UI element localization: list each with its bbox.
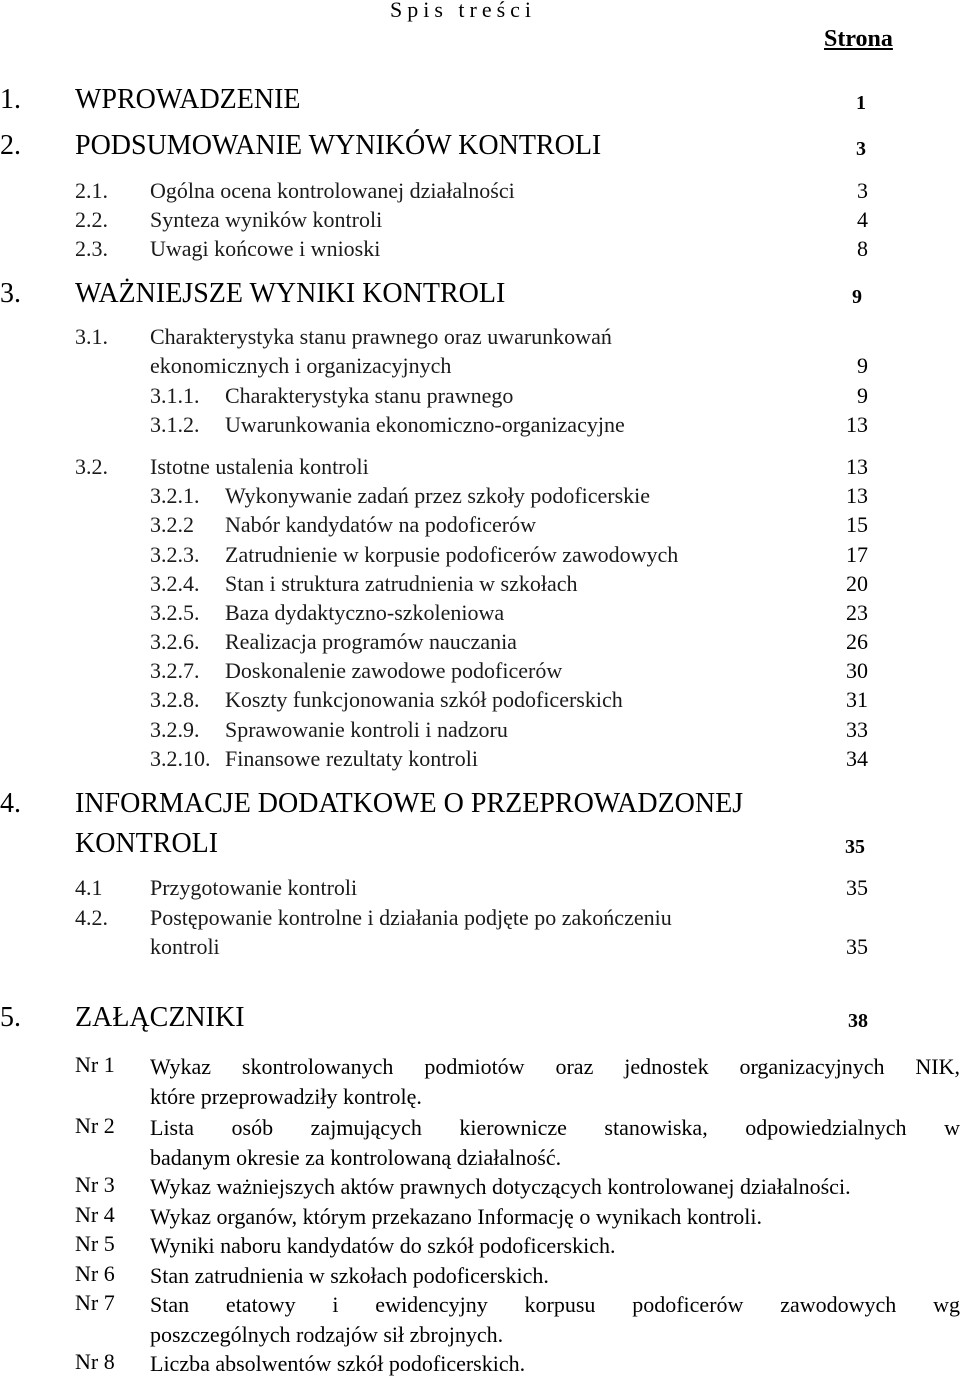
- entry-page: 8: [857, 236, 868, 261]
- entry-page: 4: [857, 207, 868, 232]
- entry-page: 13: [846, 454, 868, 479]
- entry-page: 13: [846, 483, 868, 508]
- entry-number: 3.1.1.: [150, 383, 200, 408]
- entry-title: Baza dydaktyczno-szkoleniowa: [225, 600, 505, 625]
- entry-page: 33: [846, 717, 868, 742]
- entry-number: 3.2.1.: [150, 483, 200, 508]
- annex-description: Wykaz organów, którym przekazano Informację o wynikach kontroli.: [150, 1204, 763, 1229]
- entry-title: Postępowanie kontrolne i działania podjęte po zakończeniu: [150, 905, 672, 930]
- entry-title: Wykonywanie zadań przez szkoły podoficerskie: [225, 483, 651, 508]
- section-number: 5.: [0, 1002, 21, 1033]
- annex-description: Lista osób zajmujących kierownicze stanowiska, odpowiedzialnych w: [150, 1115, 960, 1140]
- entry-title: Finansowe rezultaty kontroli: [225, 746, 478, 771]
- entry-number: 2.3.: [75, 236, 108, 261]
- entry-number: 3.1.: [75, 324, 108, 349]
- entry-page: 35: [846, 934, 868, 959]
- annex-description: Wykaz skontrolowanych podmiotów oraz jednostek organizacyjnych NIK,: [150, 1054, 960, 1079]
- section-number: 4.: [0, 788, 21, 819]
- entry-title: Istotne ustalenia kontroli: [150, 454, 369, 479]
- section-title: ZAŁĄCZNIKI: [75, 1002, 245, 1033]
- annex-number: Nr 1: [75, 1052, 115, 1077]
- section-page: 38: [848, 1010, 868, 1032]
- section-page: 9: [852, 286, 862, 308]
- entry-number: 3.2.8.: [150, 687, 200, 712]
- entry-page: 3: [857, 178, 868, 203]
- entry-number: 3.2.9.: [150, 717, 200, 742]
- entry-number: 2.2.: [75, 207, 108, 232]
- entry-title: Synteza wyników kontroli: [150, 207, 383, 232]
- entry-number: 3.2.3.: [150, 542, 200, 567]
- entry-number: 3.2.4.: [150, 571, 200, 596]
- annex-number: Nr 5: [75, 1231, 115, 1256]
- entry-title: Ogólna ocena kontrolowanej działalności: [150, 178, 515, 203]
- entry-title-continued: ekonomicznych i organizacyjnych: [150, 353, 452, 378]
- entry-page: 9: [857, 353, 868, 378]
- entry-page: 35: [846, 875, 868, 900]
- section-title: WPROWADZENIE: [75, 84, 301, 115]
- annex-description: Stan etatowy i ewidencyjny korpusu podoficerów zawodowych wg: [150, 1292, 960, 1317]
- section-title: WAŻNIEJSZE WYNIKI KONTROLI: [75, 278, 506, 309]
- annex-description: Stan zatrudnienia w szkołach podoficerskich.: [150, 1263, 549, 1288]
- annex-number: Nr 3: [75, 1172, 115, 1197]
- entry-number: 4.2.: [75, 905, 108, 930]
- entry-page: 23: [846, 600, 868, 625]
- entry-page: 34: [846, 746, 868, 771]
- entry-title: Przygotowanie kontroli: [150, 875, 358, 900]
- page-column-header: Strona: [824, 26, 893, 52]
- entry-page: 15: [846, 512, 868, 537]
- entry-title: Nabór kandydatów na podoficerów: [225, 512, 536, 537]
- section-page: 35: [845, 836, 865, 858]
- entry-number: 2.1.: [75, 178, 108, 203]
- entry-page: 13: [846, 412, 868, 437]
- annex-description-continued: poszczególnych rodzajów sił zbrojnych.: [150, 1322, 504, 1347]
- entry-number: 4.1: [75, 875, 103, 900]
- entry-number: 3.2.5.: [150, 600, 200, 625]
- section-number: 2.: [0, 130, 21, 161]
- entry-title: Koszty funkcjonowania szkół podoficerskich: [225, 687, 623, 712]
- toc-title: Spis treści: [389, 0, 537, 22]
- annex-number: Nr 2: [75, 1113, 115, 1138]
- entry-title: Zatrudnienie w korpusie podoficerów zawodowych: [225, 542, 679, 567]
- entry-title: Charakterystyka stanu prawnego: [225, 383, 514, 408]
- entry-title: Uwarunkowania ekonomiczno-organizacyjne: [225, 412, 625, 437]
- annex-description-continued: badanym okresie za kontrolowaną działalność.: [150, 1145, 562, 1170]
- entry-title: Sprawowanie kontroli i nadzoru: [225, 717, 508, 742]
- entry-title: Doskonalenie zawodowe podoficerów: [225, 658, 563, 683]
- entry-title: Charakterystyka stanu prawnego oraz uwarunkowań: [150, 324, 612, 349]
- section-number: 3.: [0, 278, 21, 309]
- entry-title-continued: kontroli: [150, 934, 220, 959]
- annex-number: Nr 7: [75, 1290, 115, 1315]
- section-number: 1.: [0, 84, 21, 115]
- entry-number: 3.2.6.: [150, 629, 200, 654]
- annex-number: Nr 4: [75, 1202, 115, 1227]
- entry-title: Stan i struktura zatrudnienia w szkołach: [225, 571, 578, 596]
- entry-title: Uwagi końcowe i wnioski: [150, 236, 381, 261]
- section-title: INFORMACJE DODATKOWE O PRZEPROWADZONEJ: [75, 788, 744, 819]
- section-page: 1: [856, 92, 866, 114]
- entry-page: 26: [846, 629, 868, 654]
- section-title-continued: KONTROLI: [75, 828, 219, 859]
- entry-page: 20: [846, 571, 868, 596]
- annex-description-continued: które przeprowadziły kontrolę.: [150, 1084, 422, 1109]
- entry-title: Realizacja programów nauczania: [225, 629, 517, 654]
- entry-number: 3.2.7.: [150, 658, 200, 683]
- section-page: 3: [856, 138, 866, 160]
- entry-number: 3.2.: [75, 454, 108, 479]
- annex-description: Liczba absolwentów szkół podoficerskich.: [150, 1351, 526, 1376]
- entry-number: 3.1.2.: [150, 412, 200, 437]
- entry-number: 3.2.10.: [150, 746, 211, 771]
- annex-number: Nr 8: [75, 1349, 115, 1374]
- entry-number: 3.2.2: [150, 512, 194, 537]
- annex-number: Nr 6: [75, 1261, 115, 1286]
- annex-description: Wyniki naboru kandydatów do szkół podoficerskich.: [150, 1233, 616, 1258]
- entry-page: 17: [846, 542, 868, 567]
- entry-page: 9: [857, 383, 868, 408]
- entry-page: 30: [846, 658, 868, 683]
- annex-description: Wykaz ważniejszych aktów prawnych dotyczących kontrolowanej działalności.: [150, 1174, 851, 1199]
- section-title: PODSUMOWANIE WYNIKÓW KONTROLI: [75, 130, 602, 161]
- entry-page: 31: [846, 687, 868, 712]
